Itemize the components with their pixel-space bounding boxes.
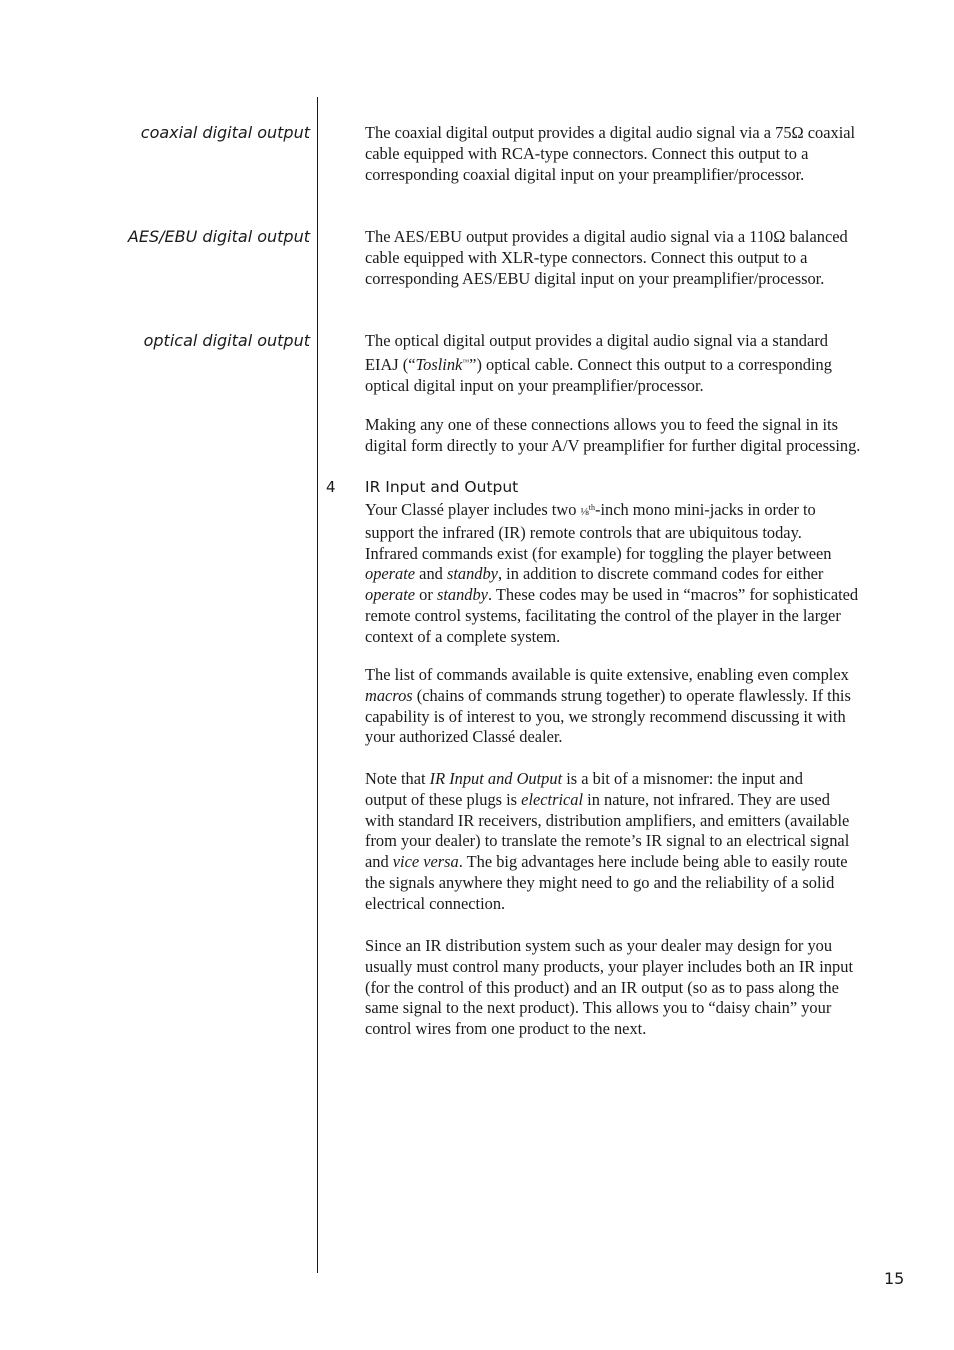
- text-line: electrical connection.: [365, 893, 506, 913]
- text-line: The list of commands available is quite extensive, enabling even complex: [365, 665, 849, 684]
- aes-ebu-output-paragraph: [365, 227, 885, 289]
- text-line: Note that: [365, 769, 430, 788]
- text-line: same signal to the next product). This allows you to “daisy chain” your: [365, 998, 832, 1018]
- ordinal-suffix: th: [588, 503, 595, 512]
- text-line: Your Classé player includes two: [365, 500, 581, 519]
- text-line: . The big advantages here include being able to easily route: [458, 852, 848, 872]
- text-line: Making any one of these connections allows you to feed the signal in its: [365, 415, 838, 434]
- text-line: Infrared commands exist (for example) for toggling the player between: [365, 543, 832, 563]
- coaxial-output-label: coaxial digital output: [140, 123, 310, 142]
- text-line: capability is of interest to you, we strongly recommend discussing it with: [365, 706, 846, 726]
- text-line: output of these plugs is: [365, 789, 522, 809]
- text-line: cable equipped with RCA-type connectors. Connect this output to a: [365, 143, 809, 163]
- text-line: The coaxial digital output provides a digital audio signal via a 75Ω coaxial: [365, 123, 856, 142]
- text-line: with standard IR receivers, distribution amplifiers, and emitters (available: [365, 810, 850, 830]
- text-line: Since an IR distribution system such as your dealer may design for you: [365, 936, 833, 955]
- text-line: optical digital input on your preamplifier/processor.: [365, 375, 704, 395]
- ir-paragraph-3: [365, 769, 885, 915]
- text-line: digital form directly to your A/V preamplifier for further digital processing.: [365, 435, 861, 455]
- text-line: the signals anywhere they might need to go and the reliability of a solid: [365, 872, 835, 892]
- connections-paragraph: [365, 415, 885, 457]
- text-line: (chains of commands strung together) to operate flawlessly. If this: [412, 685, 851, 705]
- emphasis: electrical: [521, 789, 584, 809]
- fraction: ⅛: [580, 506, 589, 518]
- emphasis: vice versa: [392, 852, 459, 872]
- emphasis: IR Input and Output: [429, 769, 563, 788]
- text-line: . These codes may be used in “macros” for sophisticated: [487, 585, 859, 605]
- text-line: ”) optical cable. Connect this output to a corresponding: [469, 354, 832, 374]
- ir-paragraph-4: [365, 936, 885, 1040]
- text-line: (for the control of this product) and an IR output (so as to pass along the: [365, 977, 839, 997]
- text-line: corresponding coaxial digital input on your preamplifier/processor.: [365, 164, 805, 184]
- text-line: The optical digital output provides a digital audio signal via a standard: [365, 331, 828, 350]
- text-line: from your dealer) to translate the remote’s IR signal to an electrical signal: [365, 831, 850, 851]
- optical-output-paragraph: [365, 331, 885, 396]
- aes-ebu-output-label: AES/EBU digital output: [127, 227, 310, 246]
- text-line: support the infrared (IR) remote controls that are ubiquitous today.: [365, 522, 802, 542]
- text-line: usually must control many products, your player includes both an IR input: [365, 956, 853, 976]
- emphasis: standby: [436, 585, 488, 605]
- margin-rule: [317, 97, 318, 1273]
- text-line: cable equipped with XLR-type connectors. Connect this output to a: [365, 247, 808, 267]
- trademark-symbol: ™: [462, 357, 470, 366]
- text-line: , in addition to discrete command codes for either: [497, 564, 824, 584]
- text-line: or: [415, 585, 437, 605]
- emphasis: operate: [365, 585, 416, 605]
- text-line: and: [365, 852, 393, 872]
- section-title: IR Input and Output: [365, 478, 519, 496]
- text-line: your authorized Classé dealer.: [365, 727, 563, 747]
- text-line: EIAJ (“: [365, 354, 416, 374]
- emphasis: macros: [365, 685, 413, 705]
- text-line: context of a complete system.: [365, 626, 561, 646]
- emphasis: standby: [446, 564, 498, 584]
- text-line: The AES/EBU output provides a digital audio signal via a 110Ω balanced: [365, 227, 848, 246]
- coaxial-output-paragraph: [365, 123, 885, 185]
- text-line: -inch mono mini-jacks in order to: [594, 500, 816, 519]
- ir-paragraph-2: [365, 665, 885, 748]
- section-number: 4: [326, 478, 336, 496]
- text-line: is a bit of a misnomer: the input and: [562, 769, 803, 788]
- emphasis: operate: [365, 564, 416, 584]
- text-line: control wires from one product to the next.: [365, 1019, 647, 1039]
- ir-paragraph-1: [365, 498, 885, 648]
- toslink-term: Toslink: [415, 354, 463, 374]
- optical-output-label: optical digital output: [143, 331, 310, 350]
- text-line: remote control systems, facilitating the control of the player in the larger: [365, 605, 841, 625]
- text-line: corresponding AES/EBU digital input on your preamplifier/processor.: [365, 268, 825, 288]
- page-number: 15: [884, 1269, 905, 1288]
- text-line: in nature, not infrared. They are used: [583, 789, 830, 809]
- text-line: and: [415, 564, 447, 584]
